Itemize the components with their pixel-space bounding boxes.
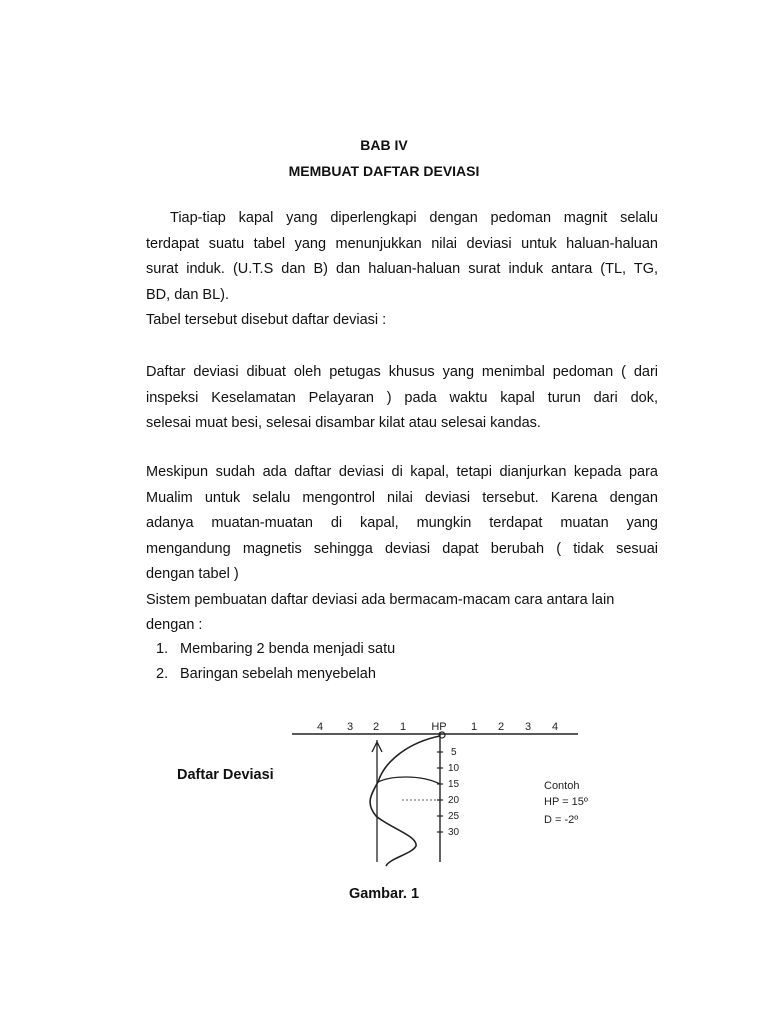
axis-label: 2 — [497, 721, 505, 733]
paragraph-line: inspeksi Keselamatan Pelayaran ) pada waktu kapal turun dari dok, — [146, 389, 658, 406]
list-item — [156, 637, 395, 662]
example-hp: HP = 15º — [544, 796, 588, 808]
example-d: D = -2º — [544, 814, 579, 826]
paragraph-1 — [146, 206, 658, 334]
tick-label: 25 — [448, 811, 460, 822]
paragraph-line: Tiap-tiap kapal yang diperlengkapi dengan pedoman magnit selalu — [170, 210, 658, 226]
list-text: Baringan sebelah menyebelah — [180, 666, 376, 682]
paragraph-line: Mualim untuk selalu mengontrol nilai deviasi tersebut. Karena dengan — [146, 489, 658, 506]
deviation-curve — [370, 736, 440, 866]
example-title: Contoh — [544, 780, 580, 792]
axis-label: 4 — [316, 721, 324, 733]
paragraph-line: Sistem pembuatan daftar deviasi ada bermacam-macam cara antara lain — [146, 591, 615, 608]
axis-label: 4 — [551, 721, 559, 733]
axis-label: HP — [431, 721, 447, 733]
paragraph-line: dengan : — [146, 617, 203, 633]
top-axis-labels — [317, 721, 558, 733]
paragraph-2 — [146, 360, 658, 437]
chapter-heading: BAB IV — [360, 137, 408, 153]
chapter-title: MEMBUAT DAFTAR DEVIASI — [288, 163, 480, 179]
method-list — [156, 637, 395, 687]
paragraph-line: Tabel tersebut disebut daftar deviasi : — [146, 312, 387, 328]
list-item — [156, 662, 395, 687]
tick-label: 10 — [448, 763, 460, 774]
axis-label: 3 — [346, 721, 354, 733]
paragraph-line: surat induk. (U.T.S dan B) dan haluan-haluan surat induk antara (TL, TG, — [146, 261, 658, 277]
paragraph-line: mengandung magnetis sehingga deviasi dapat berubah ( tidak sesuai — [146, 540, 658, 557]
deviation-diagram — [290, 712, 590, 872]
paragraph-line: Meskipun sudah ada daftar deviasi di kapal, tetapi dianjurkan kepada para — [146, 464, 658, 480]
figure-caption: Gambar. 1 — [348, 886, 420, 902]
example-connector — [378, 777, 440, 784]
figure-side-label: Daftar Deviasi — [177, 767, 274, 783]
axis-label: 3 — [524, 721, 532, 733]
paragraph-line: BD, dan BL). — [146, 286, 230, 303]
paragraph-line: selesai muat besi, selesai disambar kilat atau selesai kandas. — [146, 415, 541, 431]
paragraph-line: adanya muatan-muatan di kapal, mungkin terdapat muatan yang — [146, 515, 658, 531]
tick-label: 15 — [448, 779, 460, 790]
tick-label: 20 — [448, 795, 460, 806]
axis-label: 1 — [470, 721, 478, 733]
axis-label: 1 — [399, 721, 407, 733]
paragraph-line: Daftar deviasi dibuat oleh petugas khusus yang menimbal pedoman ( dari — [146, 364, 658, 380]
list-number: 1. — [156, 641, 169, 657]
tick-label: 30 — [448, 827, 460, 838]
list-number: 2. — [156, 666, 169, 682]
paragraph-line: dengan tabel ) — [146, 566, 239, 582]
paragraph-3 — [146, 460, 658, 639]
list-text: Membaring 2 benda menjadi satu — [180, 641, 396, 657]
tick-label: 5 — [451, 747, 457, 758]
example-note — [544, 780, 588, 826]
paragraph-line: terdapat suatu tabel yang menunjukkan nilai deviasi untuk haluan-haluan — [146, 235, 658, 252]
axis-label: 2 — [372, 721, 380, 733]
vertical-tick-labels — [448, 747, 460, 838]
